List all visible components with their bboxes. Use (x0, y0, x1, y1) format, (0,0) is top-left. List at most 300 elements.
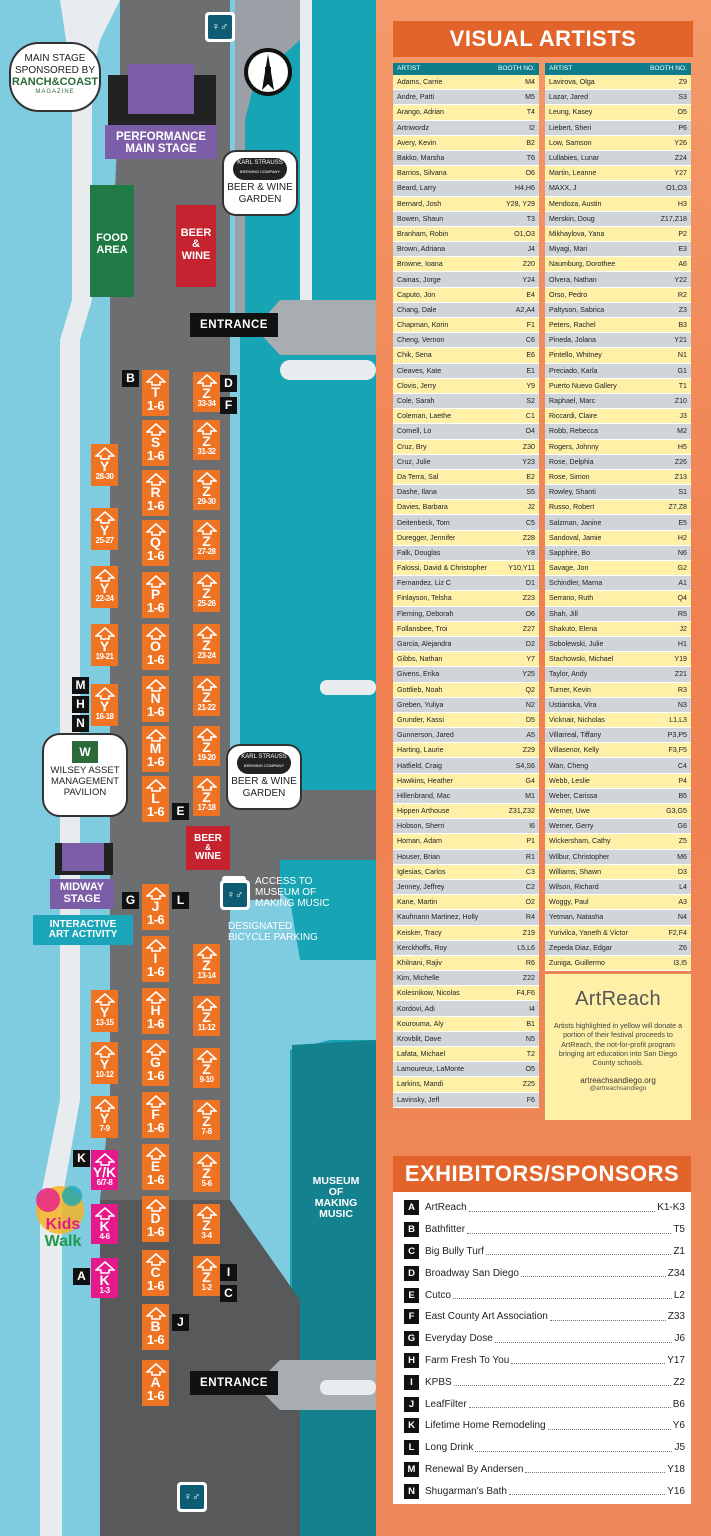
booth-letter: T (151, 384, 160, 400)
artist-booth: Z7,Z8 (668, 503, 687, 512)
booth-z-13-14 (193, 944, 220, 984)
artist-row (545, 941, 691, 956)
exhibitor-name: LeafFilter (425, 1398, 467, 1410)
wilsey-line-3: PAVILION (63, 786, 107, 798)
exhibitor-letter: L (404, 1440, 419, 1455)
museum-line-2: OF (328, 1185, 344, 1198)
artist-name: Serrano, Ruth (549, 594, 594, 603)
artist-booth: R1 (525, 852, 535, 861)
exhibitor-booth: J6 (674, 1333, 685, 1345)
booth-number: 27-28 (197, 547, 216, 556)
artist-name: Liebert, Sheri (549, 123, 592, 132)
museum-label (296, 1170, 376, 1226)
restroom-mid (220, 880, 250, 910)
karl-strauss-logo-top (233, 158, 287, 180)
artist-name: Houser, Brian (397, 852, 440, 861)
artist-name: Olvera, Nathan (549, 275, 597, 284)
artist-booth: B2 (526, 138, 535, 147)
artist-row (393, 500, 539, 515)
exhibitor-booth: K1-K3 (657, 1202, 685, 1214)
exhibitor-booth: L2 (673, 1289, 685, 1301)
booth-number: 1-6 (146, 398, 165, 413)
dot-leader (548, 1422, 671, 1430)
stage-label-line-1: PERFORMANCE (115, 130, 207, 143)
artist-booth: Q2 (525, 685, 535, 694)
food-area-label (90, 230, 134, 260)
booth-y-10-12 (91, 1042, 118, 1084)
booth-letter: Y (99, 1110, 110, 1126)
booth-number: 11-12 (197, 1023, 216, 1032)
karl-logo-text-mid: KARL STRAUSS (241, 754, 287, 760)
artist-booth: O6 (525, 169, 535, 178)
booth-letter: Q (150, 534, 161, 550)
booth-f (142, 1092, 169, 1138)
dot-leader (475, 1444, 672, 1452)
artist-booth: S1 (678, 488, 687, 497)
booth-z-1-2 (193, 1256, 220, 1296)
booth-letter: Z (202, 483, 211, 499)
exhibitor-booth: Z33 (667, 1311, 685, 1323)
exhibitor-letter: G (404, 1331, 419, 1346)
artist-booth: A6 (678, 260, 687, 269)
artist-row (545, 910, 691, 925)
booth-number: 1-6 (146, 1172, 165, 1187)
artist-name: Lavirova, Olga (549, 78, 595, 87)
booth-number: 13-14 (197, 971, 216, 980)
booth-j (142, 884, 169, 930)
booth-number: 1-6 (146, 754, 165, 769)
artist-row (545, 227, 691, 242)
artist-booth: G1 (677, 366, 687, 375)
booth-letter: R (150, 484, 161, 500)
artreach-url[interactable]: artreachsandiego.org (580, 1075, 656, 1085)
artist-booth: Z13 (674, 472, 687, 481)
artist-row (393, 151, 539, 166)
artists-header-right (545, 63, 691, 75)
booth-letter: Z (202, 585, 211, 601)
artist-row (393, 227, 539, 242)
dot-leader (469, 1204, 656, 1212)
artist-booth: Z24 (674, 154, 687, 163)
booth-number: 33-34 (197, 399, 216, 408)
artist-booth: P4 (678, 776, 687, 785)
artist-row (393, 743, 539, 758)
artist-row (545, 926, 691, 941)
booth-letter: K (99, 1272, 110, 1288)
artist-booth: Y24 (522, 275, 535, 284)
exhibitor-booth: Y17 (667, 1354, 685, 1366)
booth-letter: Y/K (92, 1164, 117, 1180)
ranch-coast-logo-sub: MAGAZINE (35, 88, 75, 95)
midway-line-2: STAGE (63, 893, 101, 905)
exhibitor-tag-d: D (220, 375, 237, 392)
artist-row (393, 409, 539, 424)
artist-name: Rogers, Johnny (549, 442, 599, 451)
food-line-1: FOOD (96, 232, 128, 245)
beer-wine-garden-top-bubble (222, 150, 298, 216)
booth-y-28-30 (91, 444, 118, 486)
artist-booth: C6 (525, 336, 535, 345)
artist-row (545, 90, 691, 105)
artist-name: Sobolewski, Julie (549, 640, 604, 649)
exhibitor-name: Everyday Dose (425, 1333, 493, 1345)
booth-z-7-8 (193, 1100, 220, 1140)
artist-booth: Y26 (674, 138, 687, 147)
booth-letter: M (149, 740, 162, 756)
artist-row (393, 683, 539, 698)
booth-z-25-26 (193, 572, 220, 612)
artist-name: Zepeda Diaz, Edgar (549, 943, 613, 952)
artist-row (393, 272, 539, 287)
artist-row (393, 1047, 539, 1062)
artist-row (393, 1001, 539, 1016)
artist-name: Pintello, Whitney (549, 351, 602, 360)
artist-row (393, 971, 539, 986)
artist-name: Salzman, Janine (549, 518, 602, 527)
exhibitor-name: East County Art Association (425, 1311, 548, 1323)
artist-row (393, 424, 539, 439)
artist-name: Orso, Pedro (549, 290, 588, 299)
artist-row (393, 1077, 539, 1092)
artist-row (545, 136, 691, 151)
artist-booth: T3 (526, 214, 535, 223)
exhibitor-row (393, 1262, 691, 1284)
artist-booth: O2 (525, 898, 535, 907)
booth-number: 7-8 (201, 1127, 212, 1136)
booth-number: 17-18 (197, 803, 216, 812)
booth-number: 29-30 (197, 497, 216, 506)
interactive-line-2: ART ACTIVITY (48, 929, 118, 940)
artist-booth: S3 (678, 93, 687, 102)
artist-row (545, 865, 691, 880)
exhibitor-booth: B6 (672, 1398, 685, 1410)
artist-row (393, 470, 539, 485)
artist-name: Greben, Yuliya (397, 700, 444, 709)
artist-name: Webb, Leslie (549, 776, 590, 785)
artist-booth: Z27 (522, 624, 535, 633)
exhibitor-letter: F (404, 1309, 419, 1324)
exhibitor-tag-k: K (73, 1150, 90, 1167)
artist-row (545, 394, 691, 409)
artist-name: Preciado, Karla (549, 366, 598, 375)
booth-letter: Y (99, 698, 110, 714)
museum-line-3: MAKING (314, 1197, 358, 1209)
exhibitor-name: Bathfitter (425, 1224, 466, 1236)
artist-row (545, 743, 691, 758)
artist-row (393, 895, 539, 910)
artist-row (545, 257, 691, 272)
artist-booth: Z31,Z32 (508, 807, 535, 816)
artist-row (393, 379, 539, 394)
exhibitor-tag-b: B (122, 370, 139, 387)
artist-name: Martin, Leanne (549, 169, 597, 178)
artist-row (545, 333, 691, 348)
booth-y-13-15 (91, 990, 118, 1032)
booth-letter: Y (99, 580, 110, 596)
artists-column-right (545, 63, 691, 971)
artist-booth: G6 (677, 822, 687, 831)
artist-booth: H1 (677, 640, 687, 649)
dot-leader (453, 1291, 672, 1299)
booth-number: 28-30 (95, 472, 114, 481)
artist-name: Rose, Delphia (549, 457, 594, 466)
artist-booth: S5 (526, 488, 535, 497)
wilsey-line-1: WILSEY ASSET (50, 765, 120, 776)
artist-row (393, 121, 539, 136)
artist-row (545, 470, 691, 485)
artist-row (545, 485, 691, 500)
artist-row (393, 515, 539, 530)
exhibitor-name: Renewal By Andersen (425, 1463, 524, 1475)
artist-booth: I4 (529, 1004, 535, 1013)
artist-booth: L1,L3 (669, 715, 687, 724)
artist-name: Kim, Michelle (397, 974, 440, 983)
artist-name: Shah, Jill (549, 609, 578, 618)
artist-booth: O4 (525, 427, 535, 436)
artist-row (545, 242, 691, 257)
artist-row (393, 698, 539, 713)
artist-booth: Y10,Y11 (508, 564, 535, 573)
exhibitor-name: Cutco (425, 1289, 452, 1301)
booth-letter: L (151, 790, 160, 806)
booth-letter: Z (202, 789, 211, 805)
artist-booth: Z10 (674, 397, 687, 406)
exhibitor-tag-c: C (220, 1285, 237, 1302)
exhibitor-row (393, 1437, 691, 1459)
dot-leader (467, 1226, 671, 1234)
artist-booth: Y8 (526, 548, 535, 557)
exhibitor-tag-n: N (72, 715, 89, 732)
booth-number: 9-10 (199, 1075, 214, 1084)
booth-t (142, 370, 169, 416)
booth-letter: Y (99, 1056, 110, 1072)
exhibitor-booth: T5 (673, 1224, 685, 1236)
artist-name: Fernandez, Liz C (397, 579, 452, 588)
artist-row (545, 607, 691, 622)
entrance-bottom-label (190, 1371, 278, 1395)
exhibitor-row (393, 1284, 691, 1306)
booth-number: 25-27 (95, 536, 114, 545)
artist-row (393, 1093, 539, 1108)
booth-letter: S (150, 434, 161, 450)
artist-row (545, 440, 691, 455)
beer-mid-line-2: & (205, 843, 211, 852)
booth-number: 22-24 (95, 594, 114, 603)
artist-name: Bowen, Shaun (397, 214, 444, 223)
artist-booth: R6 (525, 958, 535, 967)
ranch-coast-logo: RANCH&COAST (11, 76, 99, 88)
artist-name: Iglesias, Carlos (397, 867, 446, 876)
artist-name: Wickersham, Cathy (549, 837, 611, 846)
artist-name: Deitenbeck, Tom (397, 518, 450, 527)
exhibitors-list (393, 1192, 691, 1504)
booth-number: 1-6 (146, 652, 165, 667)
artist-name: Beard, Larry (397, 184, 437, 193)
artist-name: Cheng, Vernon (397, 336, 445, 345)
restroom-icon: ♀♂ (180, 1485, 204, 1509)
col-booth-label: BOOTH NO. (650, 65, 687, 72)
artist-name: Robb, Rebecca (549, 427, 598, 436)
artist-name: Miyagi, Mari (549, 245, 588, 254)
artist-row (393, 136, 539, 151)
artist-name: Wilbur, Christopher (549, 852, 610, 861)
artist-name: Kouroumа, Aly (397, 1019, 444, 1028)
artist-row (545, 850, 691, 865)
booth-z-11-12 (193, 996, 220, 1036)
booth-number: 1-3 (99, 1286, 110, 1295)
artist-name: Williams, Shawn (549, 867, 602, 876)
artist-name: Turner, Kevin (549, 685, 591, 694)
karl-logo-sub-mid: BREWING COMPANY (243, 763, 285, 768)
booth-y-25-27 (91, 508, 118, 550)
booth-number: 1-6 (146, 1388, 165, 1403)
artist-booth: Y9 (526, 381, 535, 390)
bicycle-line-2: BICYCLE PARKING (228, 932, 318, 943)
exhibitor-letter: M (404, 1462, 419, 1477)
artist-row (545, 774, 691, 789)
artist-row (545, 348, 691, 363)
artist-name: Merskin, Doug (549, 214, 595, 223)
exhibitor-letter: H (404, 1353, 419, 1368)
artist-name: Wan, Cheng (549, 761, 589, 770)
artist-name: Chang, Dale (397, 305, 437, 314)
booth-number: 1-6 (146, 1068, 165, 1083)
artist-booth: R4 (525, 913, 535, 922)
exhibitor-tag-h: H (72, 696, 89, 713)
artist-row (545, 895, 691, 910)
artist-name: Puerto Nuevo Gallery (549, 381, 617, 390)
artist-row (393, 181, 539, 196)
artist-row (545, 318, 691, 333)
access-line-3: MAKING MUSIC (255, 898, 330, 909)
interactive-line-1: INTERACTIVE (49, 918, 117, 930)
artist-booth: P3,P5 (667, 731, 687, 740)
dot-leader (550, 1313, 666, 1321)
garden-mid-line-2: GARDEN (242, 787, 286, 799)
artist-booth: H4,H6 (514, 184, 535, 193)
artist-name: Caputo, Jon (397, 290, 436, 299)
artist-booth: N6 (677, 548, 687, 557)
artist-booth: M4 (525, 78, 535, 87)
booth-n (142, 676, 169, 722)
booth-number: 1-6 (146, 548, 165, 563)
artist-booth: M6 (677, 852, 687, 861)
artist-booth: I2 (529, 123, 535, 132)
garden-top-line-2: GARDEN (238, 193, 282, 205)
artist-booth: B5 (678, 791, 687, 800)
artist-row (545, 151, 691, 166)
booth-number: 23-24 (197, 651, 216, 660)
artist-name: Yurivilca, Yaneth & Victor (549, 928, 628, 937)
artist-booth: Z19 (522, 928, 535, 937)
artist-name: Coleman, Laethe (397, 412, 452, 421)
dot-leader (495, 1335, 673, 1343)
artist-name: Cleaves, Kate (397, 366, 442, 375)
artist-booth: Z17,Z18 (660, 214, 687, 223)
booth-letter: Z (202, 1165, 211, 1181)
booth-m (142, 726, 169, 772)
artist-row (393, 880, 539, 895)
booth-number: 31-32 (197, 447, 216, 456)
booth-letter: K (99, 1218, 110, 1234)
artist-row (393, 546, 539, 561)
booth-letter: Y (99, 522, 110, 538)
artist-name: Mendoza, Austin (549, 199, 602, 208)
artist-name: Barrios, Silvana (397, 169, 447, 178)
artist-booth: Q4 (677, 594, 687, 603)
artist-booth: Y25 (522, 670, 535, 679)
artist-booth: Z30 (522, 442, 535, 451)
artist-row (545, 379, 691, 394)
artist-booth: P6 (678, 123, 687, 132)
artist-name: Gottlieb, Noah (397, 685, 443, 694)
karl-strauss-logo-mid (237, 752, 291, 774)
artist-name: Villarreal, Tiffany (549, 731, 602, 740)
exhibitor-name: Farm Fresh To You (425, 1354, 510, 1366)
artist-name: Grunder, Kassi (397, 715, 444, 724)
artist-row (545, 576, 691, 591)
artist-name: Hatfield, Craig (397, 761, 442, 770)
artist-booth: N3 (677, 700, 687, 709)
artist-row (393, 607, 539, 622)
wilsey-line-2: MANAGEMENT (50, 775, 120, 787)
artist-booth: I3,I5 (673, 958, 687, 967)
artist-booth: F1 (526, 321, 535, 330)
artist-row (545, 121, 691, 136)
artist-row (393, 90, 539, 105)
artist-row (393, 1062, 539, 1077)
artist-booth: P1 (526, 837, 535, 846)
artist-booth: H3 (677, 199, 687, 208)
exhibitor-row (393, 1371, 691, 1393)
booth-o (142, 624, 169, 670)
booth-number: 13-15 (95, 1018, 114, 1027)
artist-booth: L5,L6 (517, 943, 535, 952)
artist-row (545, 789, 691, 804)
artist-name: Pineda, Jolana (549, 336, 596, 345)
booth-i (142, 936, 169, 982)
artist-name: Kolesnikow, Nicolas (397, 989, 460, 998)
artist-row (393, 288, 539, 303)
restroom-bottom (177, 1482, 207, 1512)
artist-name: Artnwordz (397, 123, 429, 132)
artist-booth: D3 (677, 867, 687, 876)
artist-booth: S2 (526, 397, 535, 406)
artist-row (393, 348, 539, 363)
sponsor-line-2: SPONSORED BY (14, 64, 96, 76)
performance-main-stage-label (105, 127, 217, 159)
exhibitor-row (393, 1328, 691, 1350)
artist-row (393, 865, 539, 880)
artist-booth: F2,F4 (668, 928, 687, 937)
exhibitor-booth: Z2 (673, 1376, 685, 1388)
artist-booth: E1 (526, 366, 535, 375)
bicycle-line-1: DESIGNATED (228, 921, 293, 932)
exhibitor-name: ArtReach (425, 1202, 467, 1214)
booth-letter: Z (202, 739, 211, 755)
booth-number: 3-4 (201, 1231, 212, 1240)
artist-row (393, 652, 539, 667)
artist-row (545, 956, 691, 971)
artist-booth: Z6 (678, 943, 687, 952)
booth-letter: Z (202, 1217, 211, 1233)
booth-z-27-28 (193, 520, 220, 560)
artist-booth: J4 (527, 245, 535, 254)
booth-letter: F (151, 1106, 160, 1122)
artist-row (545, 105, 691, 120)
booth-z-29-30 (193, 470, 220, 510)
artists-column-left (393, 63, 539, 1108)
